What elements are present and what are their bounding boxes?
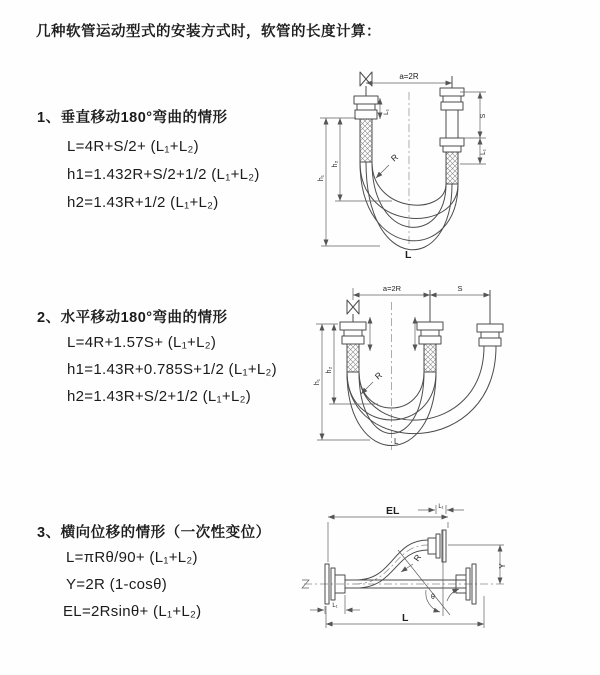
section-1-heading: 1、垂直移动180°弯曲的情形 [37, 110, 228, 126]
dim-label-h2: h₂ [332, 160, 339, 168]
braided-hose-end-left [360, 119, 372, 162]
braided-hose-end-middle [424, 344, 436, 372]
dim-label-l: L [405, 249, 412, 261]
section-2-formula-h1: h1=1.43R+0.785S+1/2 (L₁+L₂) [67, 361, 277, 378]
dim-label-y: Y [498, 563, 507, 569]
hose-arc-shifted [347, 346, 496, 434]
hose-s-curve-centerline [354, 545, 428, 584]
section-1-formula-L: L=4R+S/2+ (L₁+L₂) [67, 138, 199, 155]
diagram-lateral-displacement [298, 502, 566, 657]
dim-label-h1: h₁ [314, 378, 321, 386]
section-1-formula-h1: h1=1.432R+S/2+1/2 (L₁+L₂) [67, 166, 260, 183]
dim-label-l1-right: L₁ [480, 149, 487, 155]
dim-label-l: L [402, 612, 409, 624]
diagram-horizontal-180-bend [308, 282, 558, 467]
dim-label-theta: θ [431, 594, 435, 601]
page-title: 几种软管运动型式的安装方式时，软管的长度计算： [36, 24, 381, 40]
dim-label-h2: h₂ [326, 366, 333, 374]
dim-label-l1-left: L₁ [383, 109, 390, 115]
dim-label-l1-top: L₁ [438, 504, 444, 510]
section-3-formula-EL: EL=2Rsinθ+ (L₁+L₂) [63, 603, 202, 620]
dim-label-l1-bottom: L₁ [332, 603, 338, 609]
dim-label-h1: h₁ [318, 174, 325, 182]
dim-label-r: R [372, 369, 384, 382]
valve-icon [360, 72, 372, 86]
section-1-formula-h2: h2=1.43R+1/2 (L₁+L₂) [67, 194, 219, 211]
hose-arc [347, 369, 436, 420]
dimensions [310, 505, 504, 628]
dim-label-s: S [457, 284, 463, 293]
section-3-heading: 3、横向位移的情形（一次性变位） [37, 525, 271, 541]
section-2-formula-L: L=4R+1.57S+ (L₁+L₂) [67, 334, 217, 351]
centerline [302, 580, 504, 588]
dim-label-r: R [388, 151, 400, 164]
dim-label-s: S [480, 113, 487, 119]
dim-label-r: R [411, 552, 424, 564]
section-2-heading: 2、水平移动180°弯曲的情形 [37, 310, 228, 326]
section-3-formula-Y: Y=2R (1-cosθ) [66, 576, 168, 593]
diagram-vertical-180-bend [310, 66, 524, 266]
dimensions [320, 83, 486, 246]
dim-label-a2r: a=2R [382, 284, 402, 293]
braided-hose-end-right [446, 152, 458, 184]
section-2-formula-h2: h2=1.43R+S/2+1/2 (L₁+L₂) [67, 388, 252, 405]
braided-hose-end-left [347, 344, 359, 372]
dim-label-a2r: a=2R [399, 72, 419, 81]
valve-icon [347, 300, 359, 314]
flange-upper [442, 530, 446, 562]
section-3-formula-L: L=πRθ/90+ (L₁+L₂) [66, 549, 198, 566]
dim-label-l: L [394, 437, 399, 446]
dim-label-el: EL [386, 505, 400, 517]
hose-assembly [340, 290, 503, 446]
hose-assembly [325, 530, 476, 604]
